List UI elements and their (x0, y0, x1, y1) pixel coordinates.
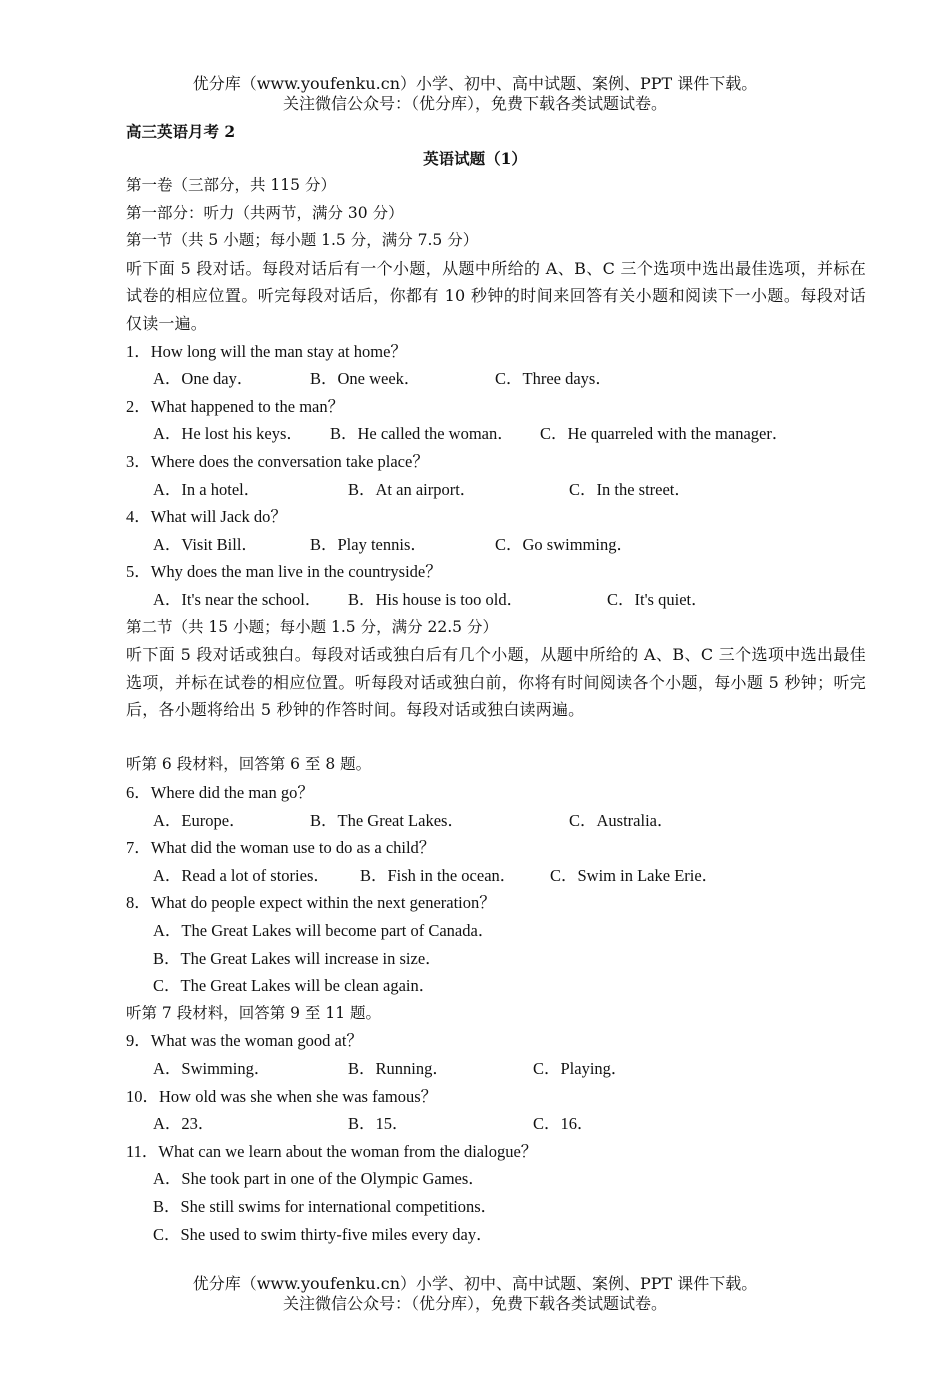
question-6: 6．Where did the man go？ (126, 783, 314, 803)
option-a[interactable]: A．The Great Lakes will become part of Canada． (153, 921, 495, 941)
question-9: 9．What was the woman good at？ (126, 1031, 363, 1051)
volume-heading: 第一卷（三部分，共 115 分） (126, 176, 336, 194)
option-c[interactable]: C．Australia． (569, 810, 674, 830)
question-10-options (126, 1110, 866, 1138)
option-b[interactable]: B．At an airport． (348, 479, 477, 499)
section1-heading: 第一节（共 5 小题；每小题 1.5 分，满分 7.5 分） (126, 231, 479, 250)
question-2-options (126, 420, 866, 448)
question-8: 8．What do people expect within the next generation？ (126, 893, 496, 913)
option-a[interactable]: A．23． (153, 1114, 215, 1134)
option-a[interactable]: A．In a hotel． (153, 479, 261, 499)
option-c[interactable]: C．It's quiet． (607, 589, 708, 609)
option-b[interactable]: B．Running． (348, 1059, 449, 1078)
header-line-1: 优分库（www.youfenku.cn）小学、初中、高中试题、案例、PPT 课件下载。 (192, 74, 758, 93)
option-a[interactable]: A．He lost his keys． (153, 424, 303, 444)
part1-heading: 第一部分：听力（共两节，满分 30 分） (126, 203, 404, 222)
section1-instruction: 听下面 5 段对话。每段对话后有一个小题，从题中所给的 A、B、C 三个选项中选出最佳选项，并标在试卷的相应位置。听完每段对话后，你都有 10 秒钟的时间来回答有关小题和阅读下一小题。每段对话仅读一遍。 (126, 258, 866, 333)
material-6-heading: 听第 6 段材料，回答第 6 至 8 题。 (126, 755, 372, 774)
option-a[interactable]: A．Europe． (153, 810, 246, 830)
option-a[interactable]: A．It's near the school． (153, 589, 322, 609)
option-b[interactable]: B．One week． (310, 369, 421, 389)
exam-title: 高三英语月考 2 (126, 122, 236, 141)
material-7-heading: 听第 7 段材料，回答第 9 至 11 题。 (126, 1003, 382, 1022)
question-5: 5．Why does the man live in the countryside？ (126, 562, 442, 582)
option-b[interactable]: B．Fish in the ocean． (360, 865, 517, 885)
question-2: 2．What happened to the man？ (126, 396, 345, 416)
question-3-options (126, 476, 866, 504)
question-9-options (126, 1055, 866, 1083)
option-c[interactable]: C．16． (533, 1114, 594, 1134)
option-a[interactable]: A．Read a lot of stories． (153, 865, 330, 885)
question-1: 1．How long will the man stay at home？ (126, 341, 407, 361)
header-line-2: 关注微信公众号：（优分库），免费下载各类试题试卷。 (282, 94, 667, 113)
exam-content (126, 172, 866, 1248)
option-b[interactable]: B．He called the woman． (330, 424, 514, 444)
option-b[interactable]: B．15． (348, 1114, 409, 1134)
spacer (126, 724, 866, 752)
option-b[interactable]: B．She still swims for international competitions． (153, 1196, 498, 1216)
section2-heading: 第二节（共 15 小题；每小题 1.5 分，满分 22.5 分） (126, 617, 498, 636)
option-a[interactable]: A．One day． (153, 369, 254, 389)
question-7-options (126, 862, 866, 890)
page-footer (0, 1274, 950, 1314)
option-c[interactable]: C．The Great Lakes will be clean again． (153, 976, 436, 996)
question-5-options (126, 586, 866, 614)
option-c[interactable]: C．Three days． (495, 369, 612, 389)
option-b[interactable]: B．The Great Lakes． (310, 810, 464, 830)
option-c[interactable]: C．Go swimming． (495, 534, 633, 554)
question-11: 11．What can we learn about the woman from the dialogue？ (126, 1141, 538, 1161)
option-a[interactable]: A．Visit Bill． (153, 534, 258, 554)
option-b[interactable]: B．Play tennis． (310, 534, 427, 554)
option-c[interactable]: C．She used to swim thirty-five miles every day． (153, 1224, 493, 1244)
option-b[interactable]: B．His house is too old． (348, 589, 524, 609)
option-a[interactable]: A．She took part in one of the Olympic Games． (153, 1169, 485, 1189)
question-4: 4．What will Jack do？ (126, 507, 287, 527)
option-c[interactable]: C．He quarreled with the manager． (540, 424, 789, 444)
option-c[interactable]: C．Playing． (533, 1059, 628, 1078)
option-b[interactable]: B．The Great Lakes will increase in size． (153, 948, 442, 968)
paper-title: 英语试题（1） (423, 149, 527, 168)
footer-line-2: 关注微信公众号：（优分库），免费下载各类试题试卷。 (282, 1294, 667, 1313)
option-c[interactable]: C．In the street． (569, 479, 691, 499)
question-6-options (126, 807, 866, 835)
question-7: 7．What did the woman use to do as a child？ (126, 838, 436, 858)
section2-instruction: 听下面 5 段对话或独白。每段对话或独白后有几个小题，从题中所给的 A、B、C 三个选项中选出最佳选项，并标在试卷的相应位置。听每段对话或独白前，你将有时间阅读各个小题，每小题 5 秒钟；听完后，各小题将给出 5 秒钟的作答时间。每段对话或独白读两遍。 (126, 645, 866, 720)
footer-line-1: 优分库（www.youfenku.cn）小学、初中、高中试题、案例、PPT 课件下载。 (192, 1274, 758, 1293)
question-1-options (126, 365, 866, 393)
option-a[interactable]: A．Swimming． (153, 1059, 271, 1078)
page-header (0, 74, 950, 114)
question-3: 3．Where does the conversation take place？ (126, 451, 429, 471)
question-4-options (126, 531, 866, 559)
question-10: 10．How old was she when she was famous？ (126, 1086, 438, 1106)
option-c[interactable]: C．Swim in Lake Erie． (550, 865, 719, 885)
